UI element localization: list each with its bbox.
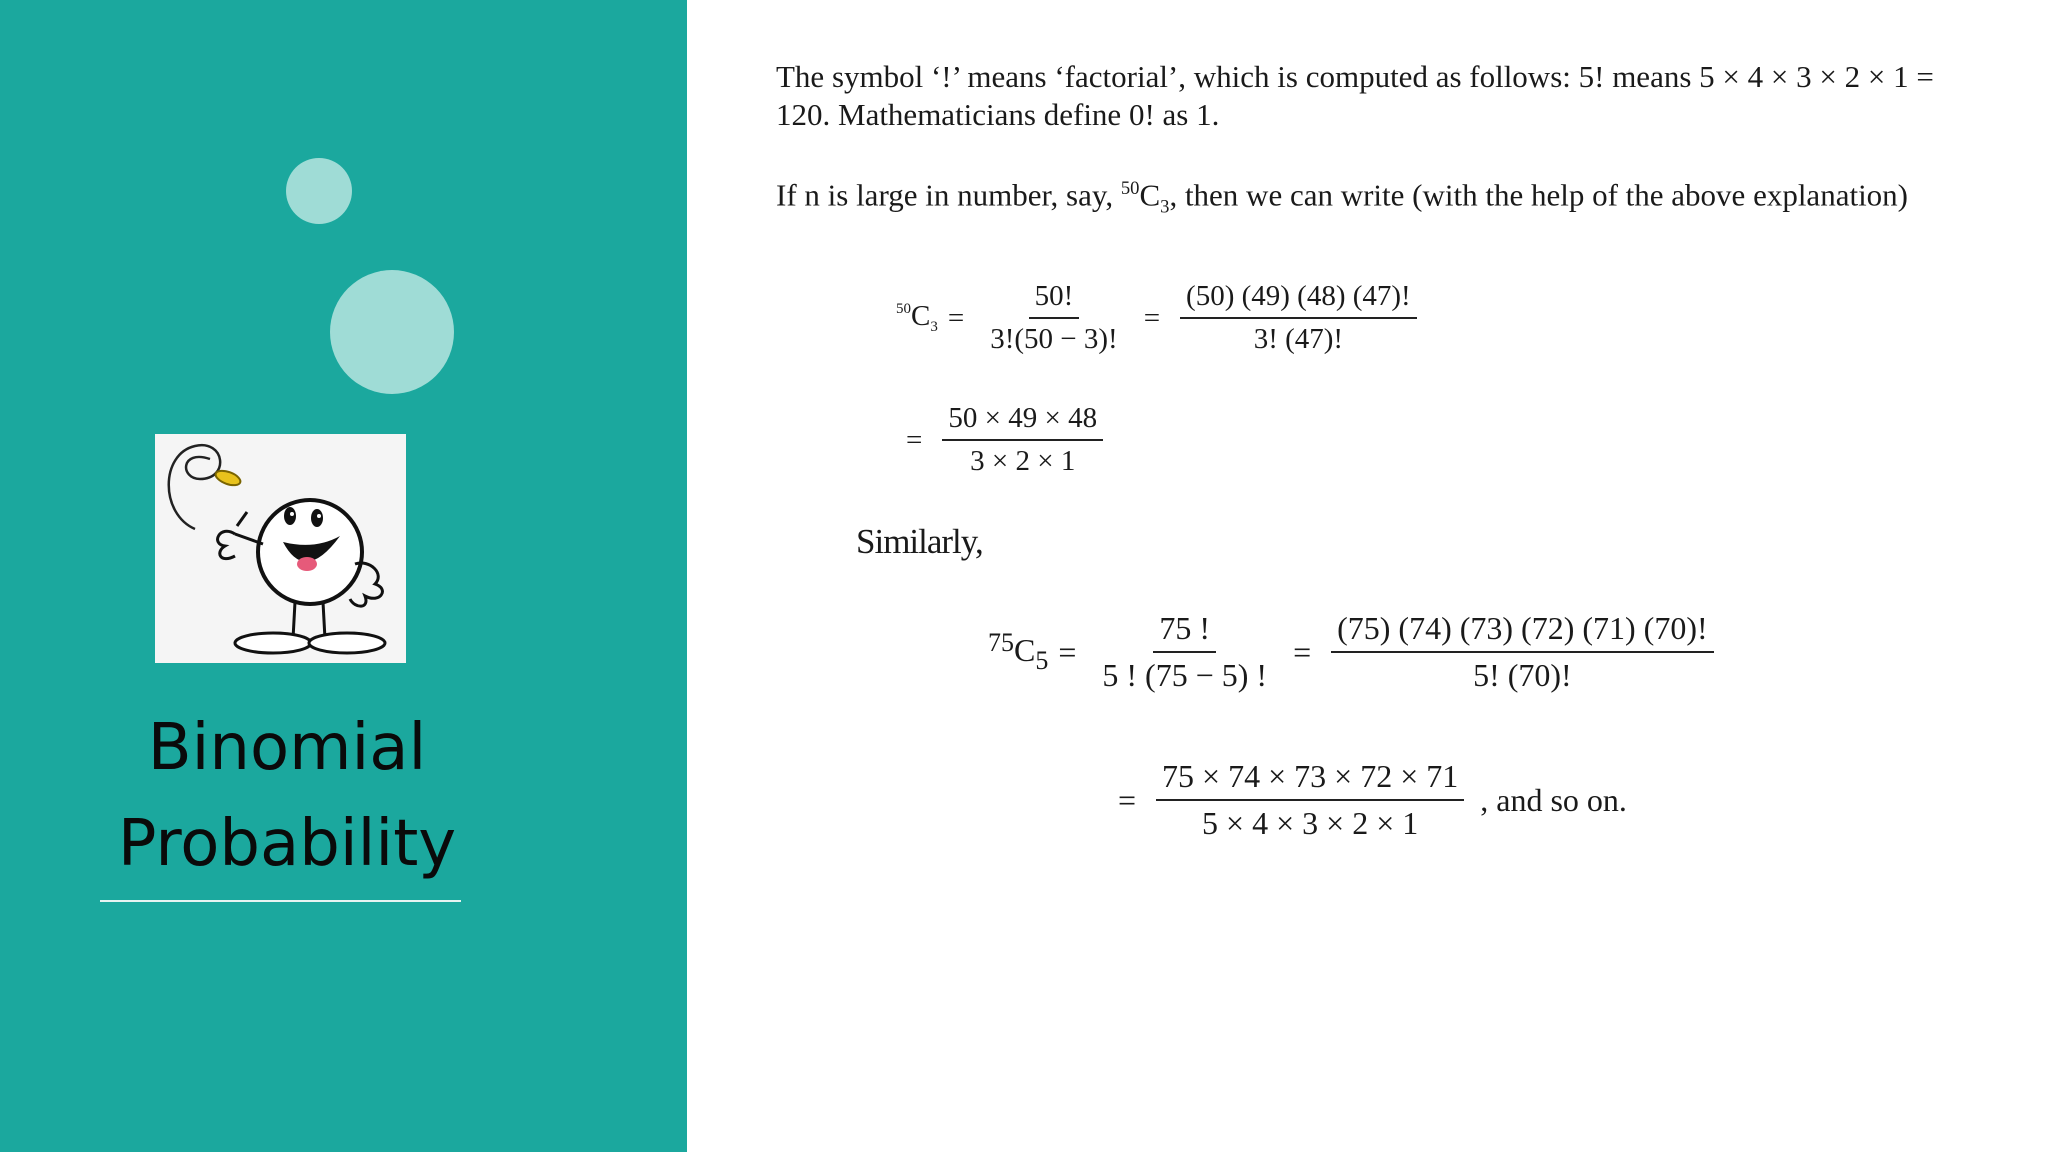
eq3-equals: = [1058, 633, 1077, 670]
eq3-frac2-denominator: 5! (70)! [1473, 657, 1572, 693]
equation-50c3-simplified [896, 402, 1113, 478]
eq3-fraction-1 [1096, 610, 1273, 694]
similarly-label: Similarly, [856, 522, 983, 561]
eq3-equals-2: = [1293, 633, 1312, 670]
eq4-equals: = [1118, 781, 1137, 818]
factorial-definition-paragraph: The symbol ‘!’ means ‘factorial’, which is computed as follows: 5! means 5 × 4 × 3 × 2 × 1 = 120. Mathematicians define 0! as 1. [776, 59, 1934, 132]
eq1-frac1-denominator: 3!(50 − 3)! [990, 323, 1118, 355]
slide-title [60, 700, 514, 892]
eq1-lhs-sub: 3 [930, 319, 938, 335]
eq2-equals: = [906, 423, 923, 456]
p2-combination-symbol: C [1139, 177, 1161, 213]
eq1-lhs [896, 300, 938, 336]
eq1-lhs-sup: 50 [896, 301, 911, 317]
eq4-numerator: 75 × 74 × 73 × 72 × 71 [1156, 758, 1464, 801]
decorative-circle-large [330, 270, 454, 394]
p2-text-after: , then we can write (with the help of the above explanation) [1169, 177, 1909, 213]
p2-text-before: If n is large in number, say, [776, 177, 1121, 213]
eq1-frac2-denominator: 3! (47)! [1253, 323, 1344, 355]
eq3-lhs-sup: 75 [988, 628, 1014, 657]
eq1-frac2-numerator: (50) (49) (48) (47)! [1180, 280, 1417, 319]
left-panel [0, 0, 687, 1152]
equation-50c3 [896, 280, 1427, 356]
p2-superscript: 50 [1120, 178, 1140, 199]
eq1-fraction-2 [1180, 280, 1417, 356]
eq4-denominator: 5 × 4 × 3 × 2 × 1 [1202, 805, 1419, 841]
title-divider [100, 900, 461, 902]
eq2-fraction [942, 402, 1103, 478]
eq3-frac1-denominator: 5 ! (75 − 5) ! [1102, 657, 1268, 693]
eq3-frac1-numerator: 75 ! [1153, 610, 1216, 653]
eq3-fraction-2 [1331, 610, 1714, 694]
eq4-fraction [1156, 758, 1464, 842]
large-n-paragraph [776, 170, 1936, 227]
eq2-numerator: 50 × 49 × 48 [942, 402, 1103, 441]
title-line-2: Probability [117, 807, 457, 881]
eq3-frac2-numerator: (75) (74) (73) (72) (71) (70)! [1331, 610, 1714, 653]
title-line-1: Binomial [147, 711, 427, 785]
eq3-lhs [988, 628, 1048, 676]
eq2-denominator: 3 × 2 × 1 [970, 445, 1076, 477]
eq3-lhs-c: C [1014, 632, 1036, 668]
eq4-and-so-on: , and so on. [1480, 781, 1627, 818]
coin-toss-cartoon-icon [155, 434, 406, 663]
eq3-lhs-sub: 5 [1035, 646, 1049, 675]
eq1-lhs-c: C [911, 300, 931, 332]
eq1-equals: = [947, 301, 965, 334]
eq1-fraction-1 [984, 280, 1123, 356]
eq1-frac1-numerator: 50! [1029, 280, 1080, 319]
eq1-equals-2: = [1143, 301, 1161, 334]
p2-subscript: 3 [1160, 196, 1170, 218]
equation-75c5 [988, 610, 1724, 694]
decorative-circle-small [286, 158, 352, 224]
equation-75c5-simplified [1108, 758, 1627, 842]
